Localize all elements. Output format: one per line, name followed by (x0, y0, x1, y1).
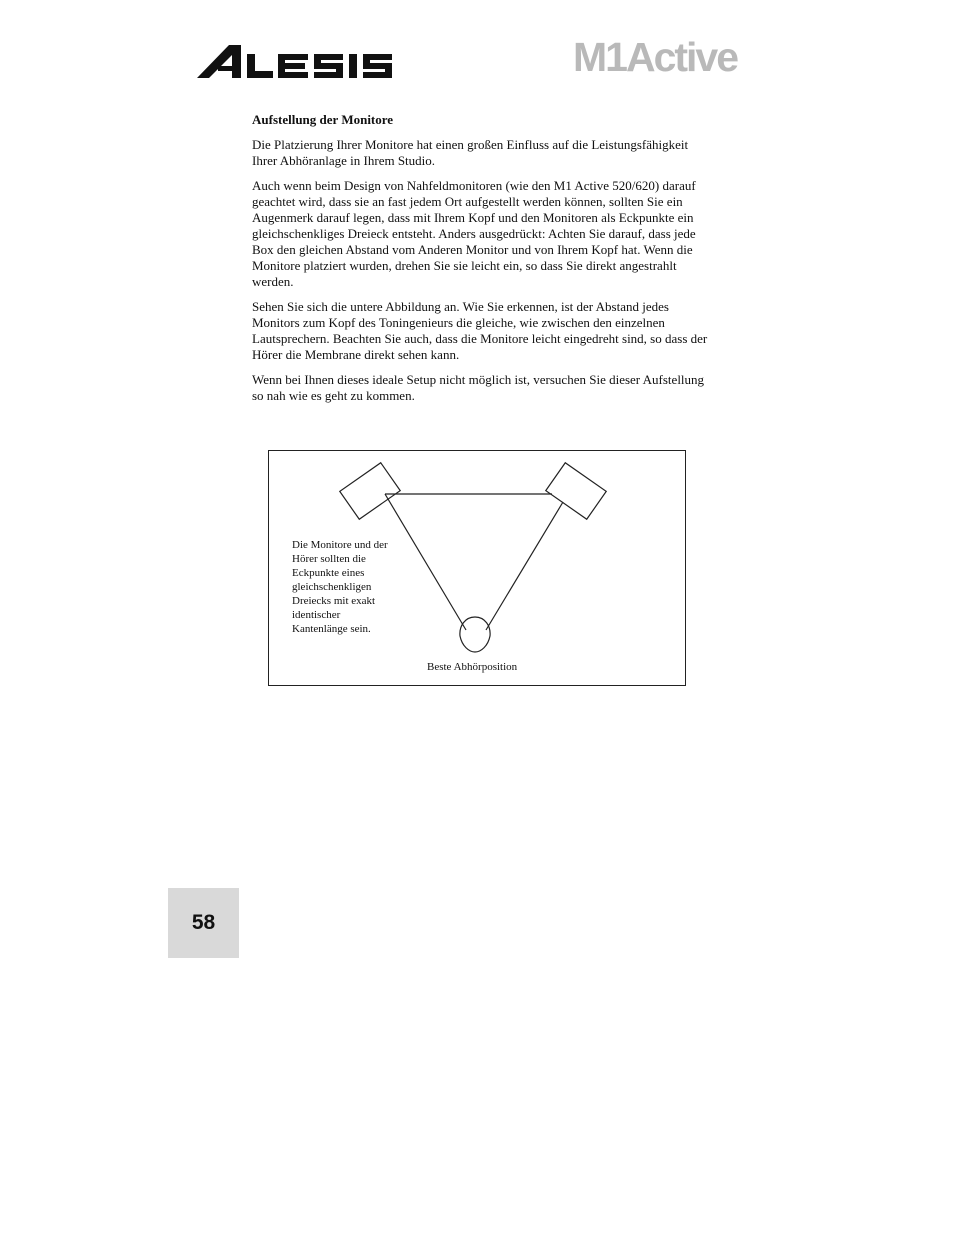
left-monitor-icon (340, 463, 400, 520)
main-content (252, 112, 710, 413)
triangle-left-edge (385, 494, 466, 630)
figure-note: Die Monitore und der Hörer sollten die Eckpunkte eines gleichschenkligen Dreiecks mit exakt identischer Kantenlänge sein. (292, 539, 388, 635)
paragraph: Wenn bei Ihnen dieses ideale Setup nicht möglich ist, versuchen Sie dieser Aufstellung so nah wie es geht zu kommen. (252, 372, 705, 403)
alesis-logo (195, 40, 395, 82)
figure-caption: Beste Abhörposition (427, 661, 518, 673)
paragraph: Sehen Sie sich die untere Abbildung an. Wie Sie erkennen, ist der Abstand jedes Monitors zum Kopf des Toningenieurs die gleiche, wie zwischen den einzelnen Lautsprechern. Beachten Sie auch, dass die Monitore leicht eingedreht sind, so dass der Hörer die Membrane direkt sehen kann. (252, 299, 708, 362)
triangle-right-edge (486, 502, 563, 630)
product-name: M1Active (573, 34, 738, 80)
page-number: 58 (191, 911, 216, 934)
paragraph: Die Platzierung Ihrer Monitore hat einen großen Einfluss auf die Leistungsfähigkeit Ihrer Abhöranlage in Ihrem Studio. (252, 137, 689, 168)
section-heading: Aufstellung der Monitore (252, 112, 394, 127)
paragraph: Auch wenn beim Design von Nahfeldmonitoren (wie den M1 Active 520/620) darauf geachtet wird, dass sie an fast jedem Ort aufgestellt werden können, sollten Sie ein Augenmerk darauf legen, dass mit Ihrem Kopf und den Monitoren als Eckpunkte ein gleichschenkliges Dreieck entsteht. Anders ausgedrückt: Achten Sie darauf, dass jede Box den gleichen Abstand vom Anderen Monitor und von Ihrem Kopf hat. Wenn die Monitore platziert wurden, drehen Sie sie leicht ein, so dass Sie direkt angestrahlt werden. (252, 178, 696, 289)
listener-head-icon (460, 617, 490, 652)
right-monitor-icon (546, 463, 606, 520)
page-number-tab (168, 888, 239, 958)
